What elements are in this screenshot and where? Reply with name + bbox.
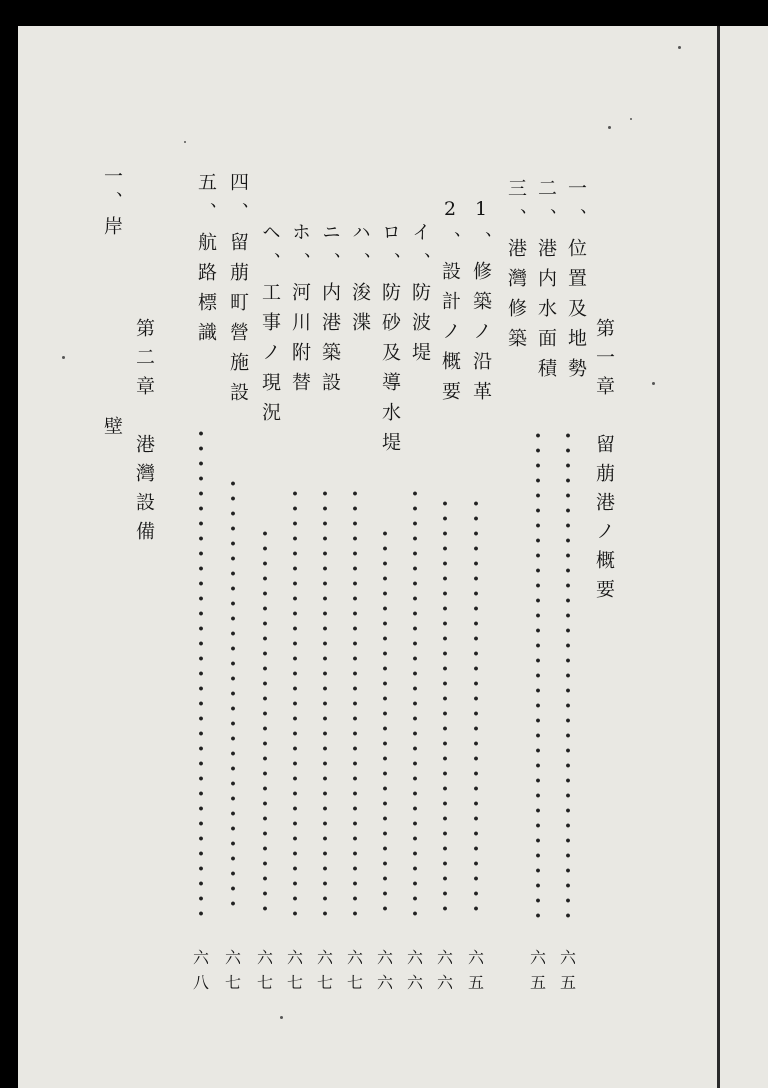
dot-leader	[382, 526, 388, 916]
scan-speck	[630, 118, 632, 120]
document-page	[18, 26, 768, 1088]
toc-entry-6: イ、防波堤	[409, 222, 431, 372]
page-number: 六 六	[436, 948, 453, 992]
page-number: 六 七	[346, 948, 363, 992]
page-number: 六 八	[192, 948, 209, 992]
scan-speck	[652, 382, 655, 385]
dot-leader	[473, 496, 479, 916]
dot-leader	[565, 428, 571, 918]
scan-speck	[608, 126, 611, 129]
toc-entry-7: ロ、防砂及導水堤	[379, 222, 401, 462]
page-number: 六 五	[559, 948, 576, 992]
toc-entry-4: 1、修築ノ沿革	[470, 198, 492, 411]
page-number: 六 五	[529, 948, 546, 992]
dot-leader	[322, 486, 328, 916]
page-number: 六 七	[286, 948, 303, 992]
toc-entry-ch2-1: 一、岸 壁	[101, 166, 123, 441]
chapter1-heading: 第一章 留萠港ノ概要	[593, 318, 615, 608]
page-number: 六 七	[256, 948, 273, 992]
scan-speck	[678, 46, 681, 49]
page-number: 六 六	[406, 948, 423, 992]
dot-leader	[535, 428, 541, 918]
toc-entry-13: 五、航路標識	[195, 172, 217, 352]
toc-entry-5: 2、設計ノ概要	[439, 198, 461, 411]
dot-leader	[230, 476, 236, 916]
page-edge-line	[717, 26, 720, 1088]
dot-leader	[292, 486, 298, 916]
page-number: 六 七	[316, 948, 333, 992]
dot-leader	[412, 486, 418, 916]
toc-entry-3: 三、港灣修築	[505, 178, 527, 358]
toc-entry-10: ホ、河川附替	[289, 222, 311, 402]
dot-leader	[442, 496, 448, 916]
toc-entry-1: 一、位置及地勢	[565, 178, 587, 388]
page-number: 六 七	[224, 948, 241, 992]
toc-entry-12: 四、留萠町營施設	[227, 172, 249, 412]
toc-entry-11: ヘ、工事ノ現況	[259, 222, 281, 432]
chapter2-heading: 第二章 港灣設備	[133, 318, 155, 550]
toc-entry-9: ニ、内港築設	[319, 222, 341, 402]
scan-speck	[280, 1016, 283, 1019]
scan-speck	[184, 141, 186, 143]
scan-speck	[62, 356, 65, 359]
page-number: 六 六	[376, 948, 393, 992]
toc-entry-2: 二、港内水面積	[535, 178, 557, 388]
page-number: 六 五	[467, 948, 484, 992]
toc-entry-8: ハ、浚渫	[349, 222, 371, 342]
dot-leader	[198, 426, 204, 916]
dot-leader	[352, 486, 358, 916]
dot-leader	[262, 526, 268, 916]
